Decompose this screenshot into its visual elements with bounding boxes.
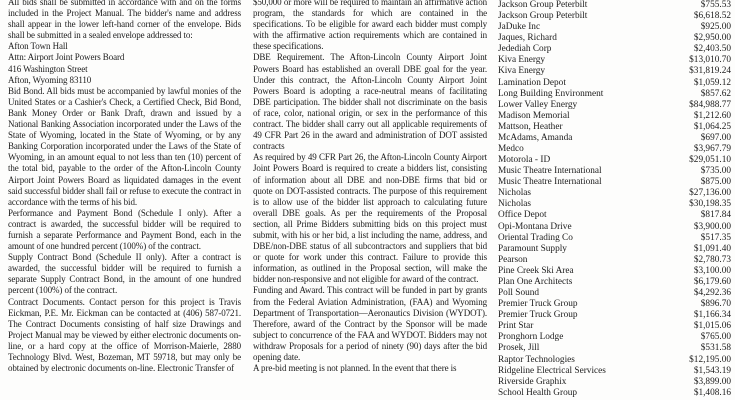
vendor-amount: $857.62 [700,88,731,99]
vendor-amount: $30,198.35 [689,199,731,210]
vendor-amount: $3,967.79 [693,144,731,155]
vendor-amount: $29,051.10 [689,155,731,166]
vendor-name: Plan One Architects [498,276,573,287]
vendor-name: Lamination Depot [498,77,566,88]
vendor-row [498,244,731,255]
vendor-amount: $1,091.40 [693,243,731,254]
vendor-amount: $697.00 [700,132,731,143]
notice-paragraph: A pre-bid meeting is not planned. In the event that there is [253,363,457,374]
vendor-row [498,0,731,11]
vendor-amount: $84,988.77 [689,99,731,110]
vendor-row [498,122,731,133]
vendor-name: Medco [498,144,524,155]
vendor-row [498,100,731,111]
vendor-row [498,144,731,155]
vendor-name: Premier Truck Group [498,310,578,321]
vendor-amount: $875.00 [700,177,731,188]
vendor-name: Office Depot [498,210,547,221]
vendor-name: Kiva Energy [498,55,546,66]
vendor-row [498,177,731,188]
vendor-amount: $925.00 [700,22,731,33]
vendor-amount: $735.00 [700,166,731,177]
notice-paragraph: All bids shall be submitted in accordance with and on the forms included in the Project Manual. The bidder's name and address shall appear in the lower left-hand corner of the envelope. Bids shall be submitted in a sealed envelope addressed to: [8,0,241,41]
vendor-row [498,332,731,343]
notice-text-column-left [8,0,241,374]
vendor-amount: $12,195.00 [689,354,731,365]
vendor-amount: $1,064.25 [693,121,731,132]
notice-paragraph: $50,000 or more will be required to maintain an affirmative action program, the standards for which are contained in the specifications. To be eligible for award each bidder must comply with the affirmative action requirements which are contained in these specifications. [253,0,487,52]
notice-paragraph: Supply Contract Bond (Schedule II only). After a contract is awarded, the successful bidder will be required to furnish a separate Supply Contract Bond, in the amount of one hundred percent (100%) of the contract. [8,252,241,296]
vendor-name: Music Theatre International [498,177,602,188]
vendor-name: Jackson Group Peterbilt [498,0,588,10]
vendor-row [498,255,731,266]
vendor-row [498,388,731,399]
vendor-amount: $531.58 [700,343,731,354]
vendor-name: Pearson [498,254,528,265]
vendor-name: Prosek, Jill [498,343,540,354]
vendor-name: Kiva Energy [498,66,546,77]
vendor-amount: $1,543.19 [693,365,731,376]
notice-paragraph: As required by 49 CFR Part 26, the Afton-Lincoln County Airport Joint Powers Board is required to create a bidders list, consisting of information about all DBE and non-DBE firms that bid or quote on DOT-assisted contracts. The purpose of this requirement is to allow use of the bidder list approach to calculating future overall DBE goals. As per the requirements of the Proposal section, all Prime Bidders submitting bids on this project must submit, with his or her bid, a list including the name, address, and DBE/non-DBE status of all subcontractors and suppliers that bid or quote for work under this contract. Failure to provide this information, as outlined in the Proposal section, will make the bidder non-responsive and not eligible for award of the contract. [253,152,487,285]
vendor-row [498,355,731,366]
vendor-name: Jedediah Corp [498,44,552,55]
vendor-name: Long Building Environment [498,88,604,99]
vendor-amount: $896.70 [700,299,731,310]
vendor-name: Premier Truck Group [498,299,578,310]
vendor-row [498,11,731,22]
vendor-row [498,277,731,288]
vendor-amount: $6,179.60 [693,276,731,287]
vendor-amount: $1,408.16 [693,387,731,398]
vendor-row [498,222,731,233]
vendor-amount: $755.53 [700,0,731,10]
vendor-name: Paramount Supply [498,243,567,254]
vendor-name: Oriental Trading Co [498,232,573,243]
vendor-amount: $517.35 [700,232,731,243]
vendor-name: Nicholas [498,188,532,199]
vendor-row [498,155,731,166]
notice-paragraph: Performance and Payment Bond (Schedule I only). After a contract is awarded, the successful bidder will be required to furnish a separate Performance and Payment Bond, each in the amount of one hundred percent (100%) of the contract. [8,207,241,252]
vendor-row [498,133,731,144]
vendor-row [498,89,731,100]
vendor-name: Pronghorn Lodge [498,332,564,343]
vendor-row [498,22,731,33]
notice-paragraph: Funding and Award. This contract will be funded in part by grants from the Federal Aviation Administration, (FAA) and Wyoming Department of Transportation—Aeronautics Division (WYDOT). Therefore, award of the Contract by the Sponsor will be made subject to concurrence of the FAA and WYDOT. Bidders may not withdraw Proposals for a period of ninety (90) days after the bid opening date. [253,285,487,362]
vendor-row [498,321,731,332]
vendor-row [498,111,731,122]
vendor-row [498,33,731,44]
vendor-name: Print Star [498,321,534,332]
vendor-name: Riverside Graphix [498,376,567,387]
vendor-name: School Health Group [498,387,578,398]
vendor-row [498,210,731,221]
vendor-name: Music Theatre International [498,166,602,177]
vendor-row [498,266,731,277]
vendor-row [498,55,731,66]
vendor-amount: $765.00 [700,332,731,343]
vendor-amount: $2,950.00 [693,33,731,44]
vendor-amount: $1,166.34 [693,310,731,321]
vendor-row [498,233,731,244]
vendor-row [498,66,731,77]
vendor-name: Motorola - ID [498,155,551,166]
vendor-name: Jackson Group Peterbilt [498,11,588,22]
address-line: Afton, Wyoming 83110 [8,74,92,85]
vendor-amount: $31,819.24 [689,66,731,77]
address-line: Attn: Airport Joint Powers Board [8,52,125,63]
vendor-name: Mattson, Heather [498,121,563,132]
address-line: Afton Town Hall [8,41,68,52]
notice-paragraph: DBE Requirement. The Afton-Lincoln County Airport Joint Powers Board has established an overall DBE goal for the year. Under this contract, the Afton-Lincoln County Airport Joint Powers Board is adopting a race-neutral means of facilitating DBE participation. The bidder shall not discriminate on the basis of race, color, national origin, or sex in the performance of this contract. The bidder shall carry out all applicable requirements of 49 CFR Part 26 in the award and administration of DOT assisted contracts [253,52,487,152]
vendor-name: Raptor Technologies [498,354,575,365]
vendor-name: JaDuke Inc [498,22,541,33]
vendor-amount: $2,403.50 [693,44,731,55]
vendor-amount: $27,136.00 [689,188,731,199]
vendor-amount: $1,015.06 [693,321,731,332]
notice-text-column-middle [253,0,487,374]
vendor-amount: $1,212.60 [693,110,731,121]
vendor-amount: $3,100.00 [693,265,731,276]
vendor-name: Ridgeline Electrical Services [498,365,606,376]
vendor-name: Opi-Montana Drive [498,221,572,232]
vendor-amount: $2,780.73 [693,254,731,265]
vendor-row [498,343,731,354]
vendor-amount: $6,618.52 [693,11,731,22]
vendor-name: Madison Memorial [498,110,570,121]
notice-paragraph: Contract Documents. Contact person for this project is Travis Eickman, P.E. Mr. Eickman can be contacted at (406) 587-0721. The Contract Documents consisting of half size Drawings and Project Manual may be viewed by either electronic documents on-line, or a hard copy at the office of Morrison-Maierle, 2880 Technology Blvd. West, Bozeman, MT 59718, but may only be obtained by electronic documents on-line. Electronic Transfer of [8,296,241,374]
vendor-row [498,366,731,377]
vendor-amount: $3,899.00 [693,376,731,387]
vendor-amount: $1,059.12 [693,77,731,88]
vendor-name: Poll Sound [498,288,540,299]
vendor-name: Pine Creek Ski Area [498,265,574,276]
vendor-row [498,377,731,388]
vendor-row [498,44,731,55]
vendor-name: Lower Valley Energy [498,99,578,110]
vendor-row [498,299,731,310]
vendor-row [498,188,731,199]
vendor-amount: $3,900.00 [693,221,731,232]
notice-paragraph: Bid Bond. All bids must be accompanied by lawful monies of the United States or a Cashier's Check, a Certified Check, Bid Bond, Bank Money Order or Bank Draft, drawn and issued by a National Banking Association incorporated under the Laws of the State of Wyoming, located in the State of Wyoming, or by any Banking Corporation incorporated under the Laws of the State of Wyoming, in an amount equal to not less than ten (10) percent of the total bid, payable to the order of the Afton-Lincoln County Airport Joint Powers Board as liquidated damages in the event said successful bidder shall fail or refuse to execute the contract in accordance with the terms of his bid. [8,85,241,207]
vendor-name: Nicholas [498,199,532,210]
vendor-name: McAdams, Amanda [498,132,573,143]
vendor-amount-table [498,0,731,399]
vendor-amount: $817.84 [700,210,731,221]
vendor-name: Jaques, Richard [498,33,557,44]
address-line: 416 Washington Street [8,63,88,74]
vendor-row [498,78,731,89]
vendor-row [498,310,731,321]
vendor-row [498,288,731,299]
vendor-amount: $13,010.70 [689,55,731,66]
vendor-row [498,199,731,210]
vendor-row [498,166,731,177]
vendor-amount: $4,292.36 [693,288,731,299]
